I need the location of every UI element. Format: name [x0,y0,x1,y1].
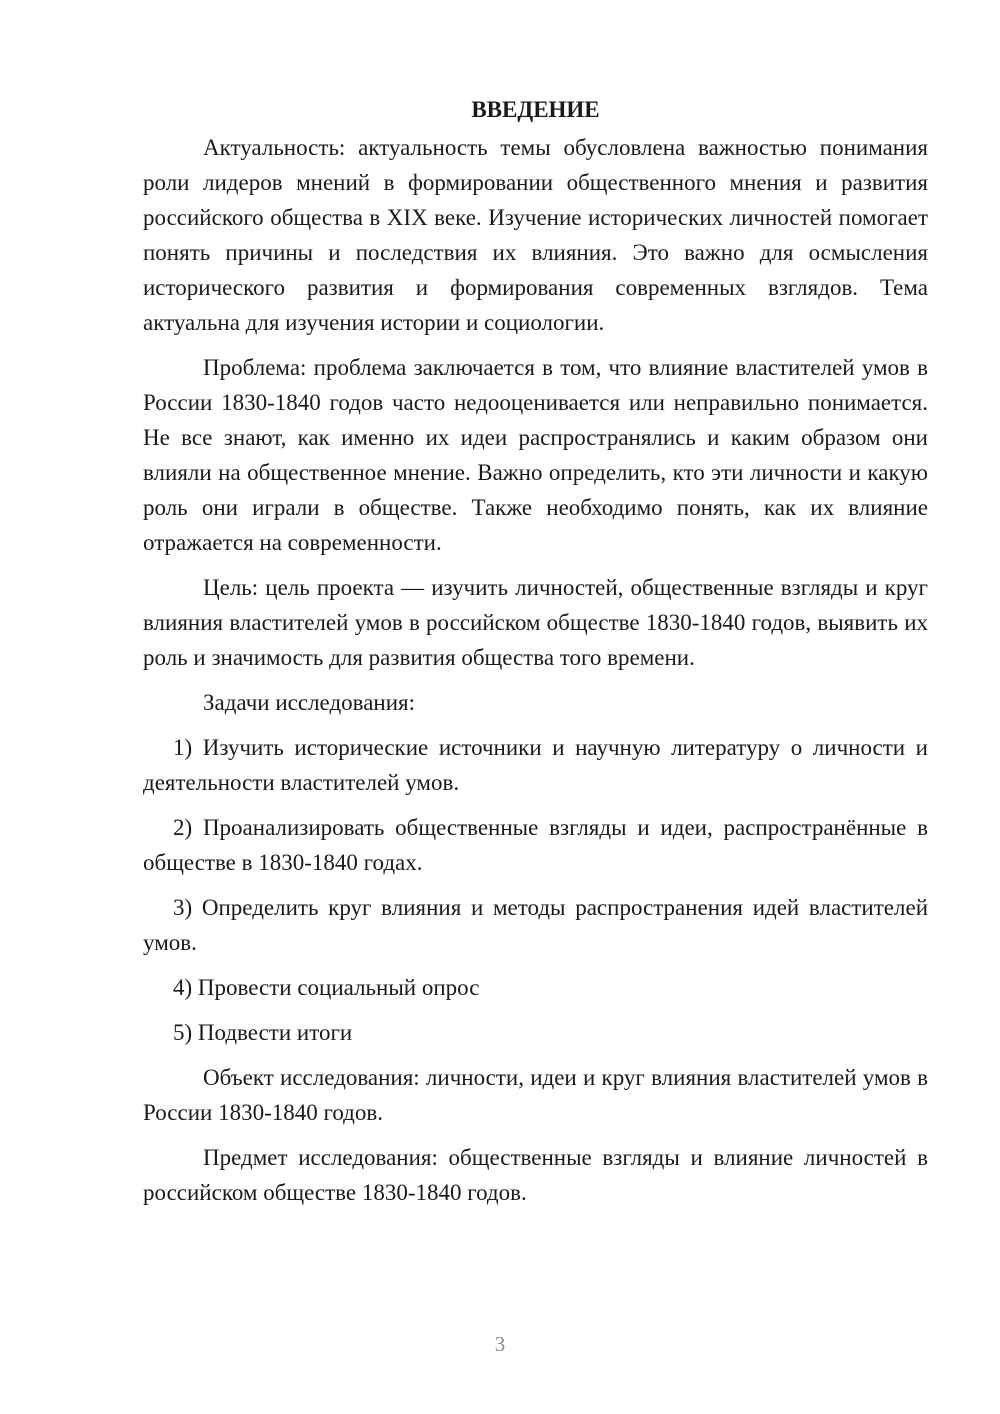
task-item-3: 3) Определить круг влияния и методы распространения идей властителей умов. [143,895,928,955]
subject-paragraph: Предмет исследования: общественные взгляды и влияние личностей в российском обществе 1830-1840 годов. [143,1145,928,1205]
task-item-2: 2) Проанализировать общественные взгляды и идеи, распространённые в обществе в 1830-1840 годах. [143,815,928,875]
object-paragraph: Объект исследования: личности, идеи и круг влияния властителей умов в России 1830-1840 годов. [143,1065,928,1125]
task-item-1: 1) Изучить исторические источники и научную литературу о личности и деятельности властителей умов. [143,735,928,795]
relevance-paragraph: Актуальность: актуальность темы обусловлена важностью понимания роли лидеров мнений в формировании общественного мнения и развития российского общества в XIX веке. Изучение исторических личностей помогает понять причины и последствия их влияния. Это важно для осмысления исторического развития и формирования современных взглядов. Тема актуальна для изучения истории и социологии. [143,135,928,335]
problem-paragraph: Проблема: проблема заключается в том, что влияние властителей умов в России 1830-1840 годов часто недооценивается или неправильно понимается. Не все знают, как именно их идеи распространялись и каким образом они влияли на общественное мнение. Важно определить, кто эти личности и какую роль они играли в обществе. Также необходимо понять, как их влияние отражается на современности. [143,355,928,555]
page-number: 3 [494,1332,506,1356]
task-item-5: 5) Подвести итоги [173,1020,353,1045]
tasks-title: Задачи исследования: [203,690,416,715]
goal-paragraph: Цель: цель проекта — изучить личностей, общественные взгляды и круг влияния властителей умов в российском обществе 1830-1840 годов, выявить их роль и значимость для развития общества того времени. [143,575,928,670]
page-content [143,92,928,1220]
task-item-4: 4) Провести социальный опрос [173,975,480,1000]
page-heading: ВВЕДЕНИЕ [471,97,600,122]
